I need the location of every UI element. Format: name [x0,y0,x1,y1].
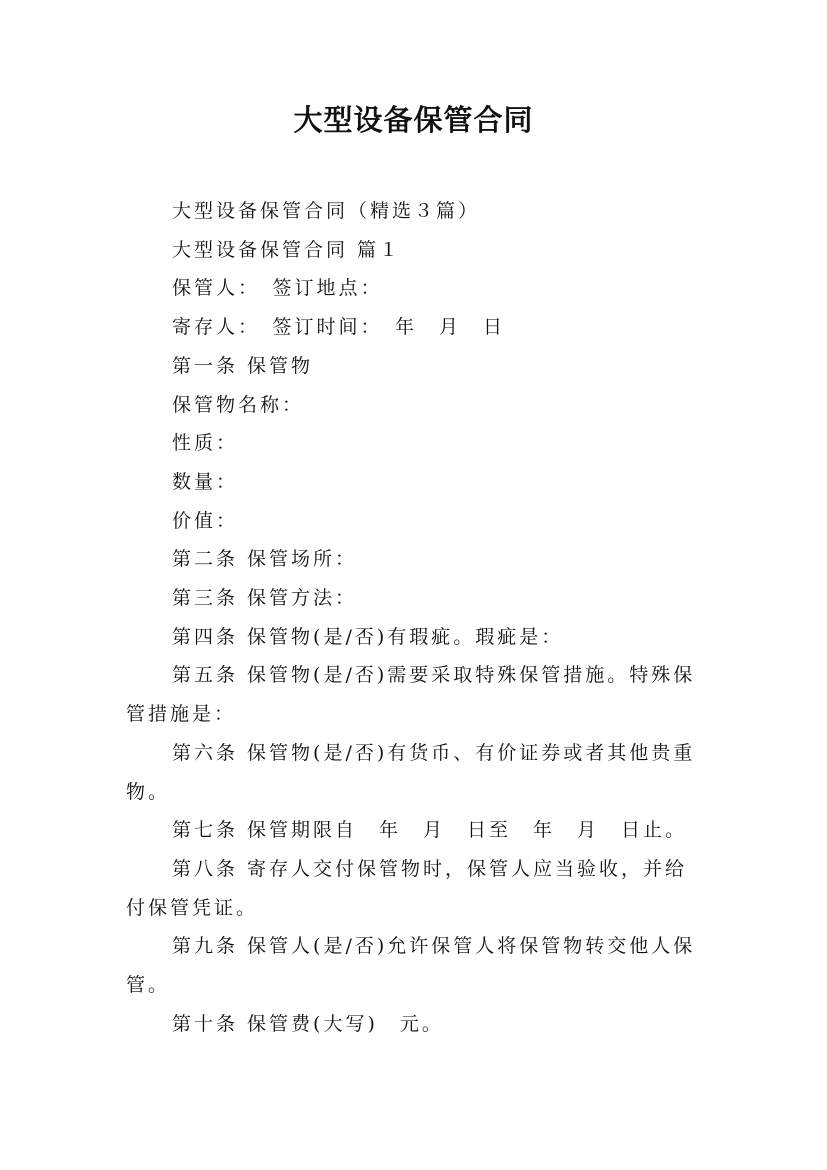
paragraph-article-1: 第一条 保管物 [172,354,314,377]
paragraph-article-7: 第七条 保管期限自 年 月 日至 年 月 日止。 [172,819,688,842]
paragraph-custodian: 保管人： 签订地点： [172,277,383,300]
paragraph-article-5: 第五条 保管物(是/否)需要采取特殊保管措施。特殊保管措施是： [126,664,696,726]
paragraph-item-value: 价值： [172,509,239,532]
paragraph-article-4: 第四条 保管物(是/否)有瑕疵。瑕疵是： [172,625,564,648]
paragraph-item-quantity: 数量： [172,470,239,493]
paragraph-item-nature: 性质： [172,432,239,455]
paragraph-article-3: 第三条 保管方法： [172,587,358,610]
paragraph-article-9: 第九条 保管人(是/否)允许保管人将保管物转交他人保管。 [126,935,696,997]
document-title: 大型设备保管合同 [293,103,534,137]
paragraph-part-heading: 大型设备保管合同 篇１ [172,238,402,261]
paragraph-depositor: 寄存人： 签订时间： 年 月 日 [172,316,506,339]
paragraph-article-10: 第十条 保管费(大写) 元。 [172,1012,444,1035]
paragraph-article-8: 第八条 寄存人交付保管物时，保管人应当验收，并给付保管凭证。 [126,857,688,919]
document-body [126,192,702,1043]
paragraph-article-2: 第二条 保管场所： [172,548,358,571]
paragraph-intro: 大型设备保管合同（精选３篇） [172,200,481,222]
paragraph-item-name: 保管物名称： [172,393,305,416]
paragraph-article-6: 第六条 保管物(是/否)有货币、有价证券或者其他贵重物。 [126,741,696,803]
